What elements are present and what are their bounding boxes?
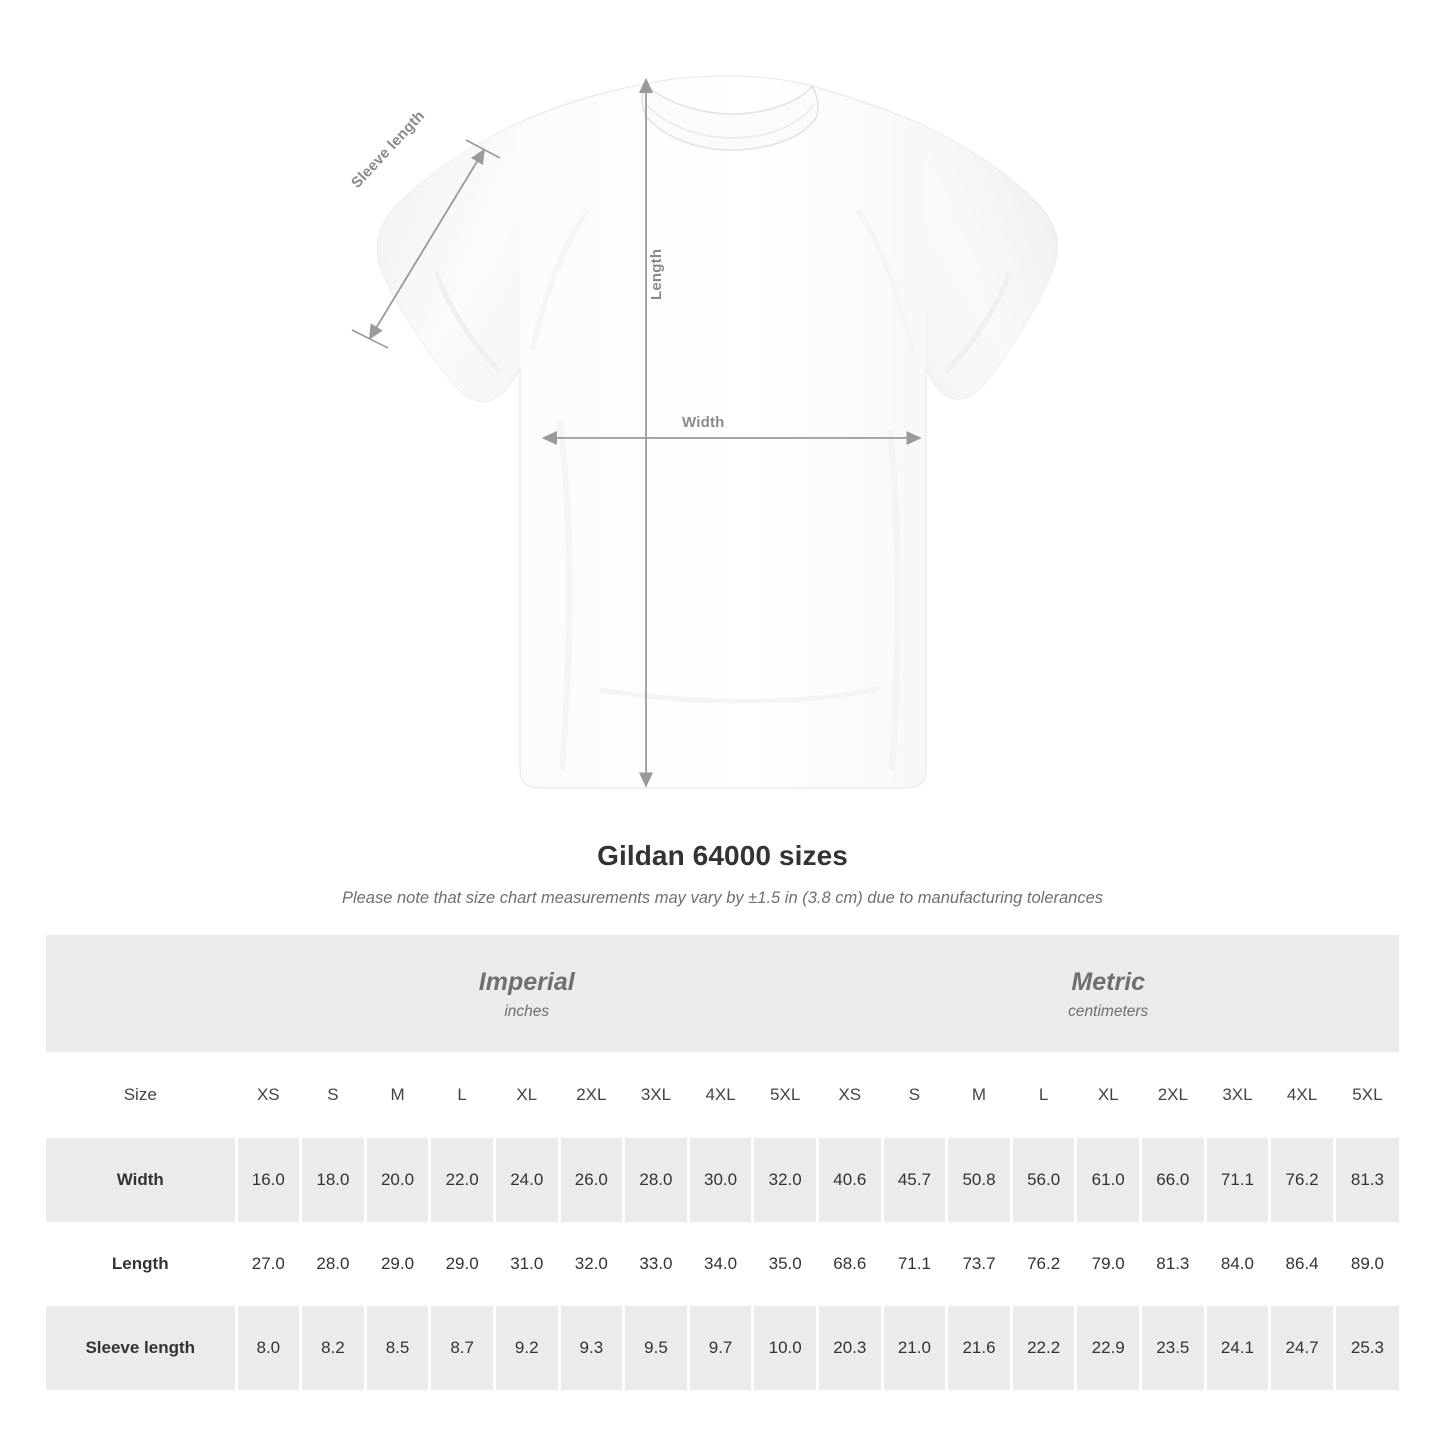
header-size: Size (46, 1052, 236, 1138)
cell-sleeve-imperial-5xl: 10.0 (753, 1306, 818, 1390)
cell-width-imperial-l: 22.0 (430, 1138, 495, 1222)
unit-sub-metric: centimeters (1068, 1002, 1149, 1020)
header-imperial-4xl: 4XL (688, 1052, 753, 1138)
unit-header-row (46, 935, 1399, 1052)
unit-cell-metric (817, 935, 1399, 1052)
cell-sleeve-imperial-m: 8.5 (365, 1306, 430, 1390)
cell-width-imperial-xs: 16.0 (236, 1138, 301, 1222)
unit-name-imperial: Imperial (478, 967, 575, 996)
cell-length-imperial-l: 29.0 (430, 1222, 495, 1306)
cell-length-metric-m: 73.7 (947, 1222, 1012, 1306)
cell-sleeve-imperial-xl: 9.2 (494, 1306, 559, 1390)
cell-sleeve-metric-4xl: 24.7 (1270, 1306, 1335, 1390)
cell-width-metric-xl: 61.0 (1076, 1138, 1141, 1222)
cell-length-imperial-xl: 31.0 (494, 1222, 559, 1306)
cell-length-imperial-s: 28.0 (301, 1222, 366, 1306)
cell-width-imperial-m: 20.0 (365, 1138, 430, 1222)
cell-sleeve-metric-2xl: 23.5 (1141, 1306, 1206, 1390)
cell-width-metric-l: 56.0 (1011, 1138, 1076, 1222)
size-chart-table (46, 935, 1399, 1390)
cell-width-imperial-s: 18.0 (301, 1138, 366, 1222)
cell-width-imperial-4xl: 30.0 (688, 1138, 753, 1222)
header-imperial-s: S (301, 1052, 366, 1138)
cell-width-metric-xs: 40.6 (817, 1138, 882, 1222)
cell-length-metric-xl: 79.0 (1076, 1222, 1141, 1306)
cell-width-metric-s: 45.7 (882, 1138, 947, 1222)
cell-sleeve-metric-l: 22.2 (1011, 1306, 1076, 1390)
cell-sleeve-metric-3xl: 24.1 (1205, 1306, 1270, 1390)
cell-sleeve-metric-xl: 22.9 (1076, 1306, 1141, 1390)
cell-length-metric-l: 76.2 (1011, 1222, 1076, 1306)
header-metric-2xl: 2XL (1141, 1052, 1206, 1138)
cell-sleeve-metric-5xl: 25.3 (1334, 1306, 1399, 1390)
header-imperial-2xl: 2XL (559, 1052, 624, 1138)
header-metric-4xl: 4XL (1270, 1052, 1335, 1138)
header-imperial-l: L (430, 1052, 495, 1138)
cell-width-imperial-3xl: 28.0 (624, 1138, 689, 1222)
cell-length-metric-s: 71.1 (882, 1222, 947, 1306)
cell-width-metric-4xl: 76.2 (1270, 1138, 1335, 1222)
cell-length-imperial-4xl: 34.0 (688, 1222, 753, 1306)
row-label-width: Width (46, 1138, 236, 1222)
cell-sleeve-imperial-4xl: 9.7 (688, 1306, 753, 1390)
header-metric-3xl: 3XL (1205, 1052, 1270, 1138)
cell-sleeve-imperial-xs: 8.0 (236, 1306, 301, 1390)
header-metric-m: M (947, 1052, 1012, 1138)
cell-length-imperial-2xl: 32.0 (559, 1222, 624, 1306)
size-chart-wrapper (46, 935, 1399, 1390)
cell-sleeve-imperial-s: 8.2 (301, 1306, 366, 1390)
header-imperial-xs: XS (236, 1052, 301, 1138)
cell-length-imperial-5xl: 35.0 (753, 1222, 818, 1306)
header-imperial-5xl: 5XL (753, 1052, 818, 1138)
cell-width-metric-m: 50.8 (947, 1138, 1012, 1222)
header-metric-xs: XS (817, 1052, 882, 1138)
cell-length-metric-5xl: 89.0 (1334, 1222, 1399, 1306)
unit-spacer-cell (46, 935, 236, 1052)
header-metric-xl: XL (1076, 1052, 1141, 1138)
page-title: Gildan 64000 sizes (597, 840, 848, 871)
cell-length-imperial-m: 29.0 (365, 1222, 430, 1306)
width-label: Width (682, 414, 725, 431)
cell-length-metric-4xl: 86.4 (1270, 1222, 1335, 1306)
cell-sleeve-imperial-2xl: 9.3 (559, 1306, 624, 1390)
table-row (46, 1306, 1399, 1390)
header-metric-5xl: 5XL (1334, 1052, 1399, 1138)
sleeve-length-label: Sleeve length (348, 107, 429, 192)
length-label: Length (648, 248, 665, 300)
cell-sleeve-metric-m: 21.6 (947, 1306, 1012, 1390)
cell-length-metric-3xl: 84.0 (1205, 1222, 1270, 1306)
shirt-body-shape (377, 76, 1057, 788)
cell-width-metric-5xl: 81.3 (1334, 1138, 1399, 1222)
unit-sub-imperial: inches (504, 1002, 550, 1020)
size-header-row (46, 1052, 1399, 1138)
cell-length-imperial-xs: 27.0 (236, 1222, 301, 1306)
cell-width-imperial-2xl: 26.0 (559, 1138, 624, 1222)
header-imperial-3xl: 3XL (624, 1052, 689, 1138)
cell-length-metric-2xl: 81.3 (1141, 1222, 1206, 1306)
header-imperial-xl: XL (494, 1052, 559, 1138)
cell-sleeve-imperial-l: 8.7 (430, 1306, 495, 1390)
header-metric-s: S (882, 1052, 947, 1138)
unit-cell-imperial (236, 935, 817, 1052)
row-label-sleeve-length: Sleeve length (46, 1306, 236, 1390)
cell-width-metric-3xl: 71.1 (1205, 1138, 1270, 1222)
table-row (46, 1138, 1399, 1222)
cell-length-imperial-3xl: 33.0 (624, 1222, 689, 1306)
cell-width-metric-2xl: 66.0 (1141, 1138, 1206, 1222)
title-block (0, 840, 1445, 908)
table-row (46, 1222, 1399, 1306)
cell-width-imperial-5xl: 32.0 (753, 1138, 818, 1222)
cell-sleeve-metric-xs: 20.3 (817, 1306, 882, 1390)
cell-width-imperial-xl: 24.0 (494, 1138, 559, 1222)
header-metric-l: L (1011, 1052, 1076, 1138)
cell-length-metric-xs: 68.6 (817, 1222, 882, 1306)
row-label-length: Length (111, 1254, 169, 1273)
cell-sleeve-metric-s: 21.0 (882, 1306, 947, 1390)
cell-sleeve-imperial-3xl: 9.5 (624, 1306, 689, 1390)
header-imperial-m: M (365, 1052, 430, 1138)
tolerance-note: Please note that size chart measurements may vary by ±1.5 in (3.8 cm) due to manufacturing tolerances (341, 889, 1104, 907)
unit-name-metric: Metric (1071, 967, 1146, 996)
